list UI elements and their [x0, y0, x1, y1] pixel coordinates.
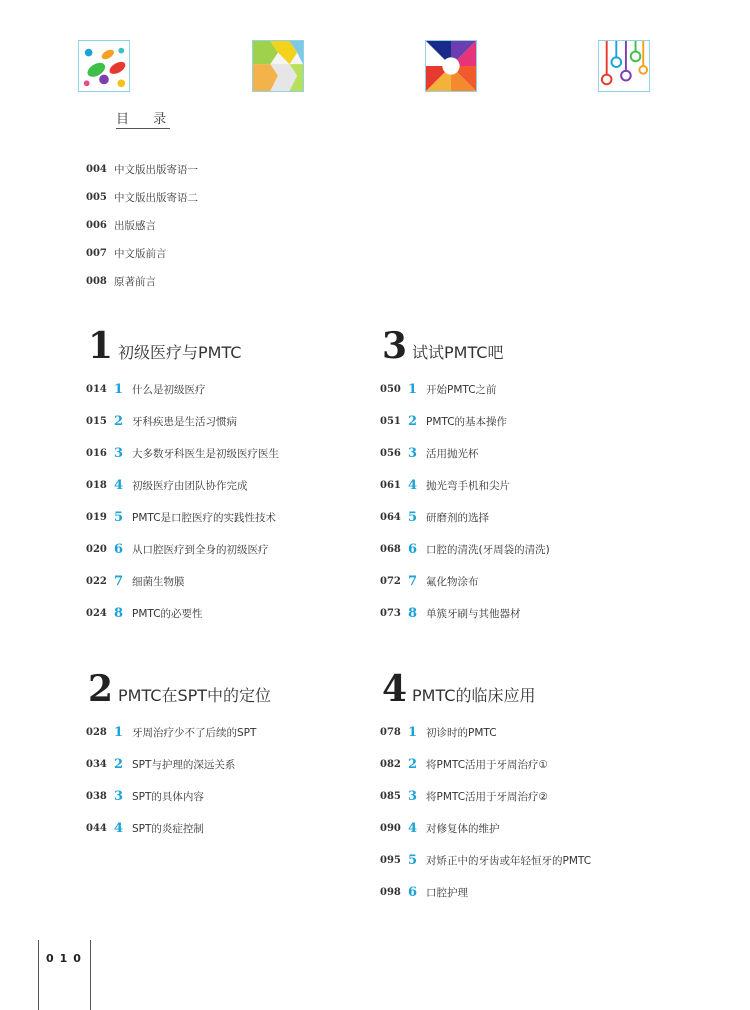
toc-entry[interactable]: [86, 187, 198, 207]
chapter-number: 2: [88, 668, 114, 710]
footer-divider-left: [38, 940, 39, 1010]
toc-entry[interactable]: [86, 571, 185, 591]
entry-label: 中文版前言: [114, 247, 167, 260]
entry-label: SPT与护理的深远关系: [132, 758, 236, 771]
toc-entry[interactable]: [86, 215, 156, 235]
page-ref: 008: [86, 275, 107, 287]
toc-entry[interactable]: [380, 603, 521, 623]
entry-label: 单簇牙刷与其他器材: [426, 607, 521, 620]
page-ref: 072: [380, 575, 401, 587]
item-number: 6: [114, 541, 124, 557]
entry-label: 口腔护理: [426, 886, 468, 899]
item-number: 5: [408, 852, 418, 868]
chapter-number: 3: [382, 325, 408, 367]
item-number: 4: [114, 820, 124, 836]
page-ref: 038: [86, 790, 107, 802]
item-number: 5: [408, 509, 418, 525]
entry-label: 牙科疾患是生活习惯病: [132, 415, 237, 428]
item-number: 2: [408, 756, 418, 772]
chapter-number: 1: [88, 325, 114, 367]
toc-entry[interactable]: [86, 786, 204, 806]
item-number: 2: [408, 413, 418, 429]
toc-entry[interactable]: [380, 882, 468, 902]
item-number: 7: [114, 573, 124, 589]
page-ref: 016: [86, 447, 107, 459]
item-number: 3: [114, 445, 124, 461]
page-ref: 028: [86, 726, 107, 738]
page-ref: 005: [86, 191, 107, 203]
entry-label: 活用抛光杯: [426, 447, 479, 460]
page-ref: 082: [380, 758, 401, 770]
item-number: 4: [114, 477, 124, 493]
item-number: 2: [114, 413, 124, 429]
chapter-title: 试试PMTC吧: [412, 343, 504, 362]
page-ref: 095: [380, 854, 401, 866]
entry-label: PMTC的基本操作: [426, 415, 508, 428]
entry-label: 研磨剂的选择: [426, 511, 489, 524]
entry-label: 对矫正中的牙齿或年轻恒牙的PMTC: [426, 854, 592, 867]
item-number: 8: [408, 605, 418, 621]
toc-entry[interactable]: [86, 475, 248, 495]
toc-entry[interactable]: [380, 571, 479, 591]
page-ref: 024: [86, 607, 107, 619]
entry-label: 出版感言: [114, 219, 156, 232]
toc-entry[interactable]: [86, 271, 156, 291]
page-ref: 019: [86, 511, 107, 523]
page-ref: 022: [86, 575, 107, 587]
toc-entry[interactable]: [86, 243, 167, 263]
toc-entry[interactable]: [86, 754, 235, 774]
entry-label: 初级医疗由团队协作完成: [132, 479, 248, 492]
thumbnail-rings: [598, 40, 650, 92]
entry-label: 氟化物涂布: [426, 575, 479, 588]
entry-label: 大多数牙科医生是初级医疗医生: [132, 447, 279, 460]
page-ref: 018: [86, 479, 107, 491]
entry-label: 口腔的清洗(牙周袋的清洗): [426, 543, 550, 556]
toc-entry[interactable]: [380, 411, 507, 431]
thumbnail-hexagons: [252, 40, 304, 92]
page-ref: 020: [86, 543, 107, 555]
page-ref: 090: [380, 822, 401, 834]
toc-entry[interactable]: [380, 507, 489, 527]
page-ref: 098: [380, 886, 401, 898]
toc-entry[interactable]: [380, 443, 479, 463]
item-number: 3: [408, 788, 418, 804]
toc-entry[interactable]: [380, 818, 500, 838]
toc-entry[interactable]: [380, 475, 510, 495]
page-ref: 006: [86, 219, 107, 231]
entry-label: PMTC的必要性: [132, 607, 203, 620]
footer-divider-right: [90, 940, 91, 1010]
toc-entry[interactable]: [86, 443, 279, 463]
chapter-title: 初级医疗与PMTC: [118, 343, 242, 362]
page-ref: 073: [380, 607, 401, 619]
page-ref: 014: [86, 383, 107, 395]
chapter-title: PMTC在SPT中的定位: [118, 686, 272, 705]
item-number: 5: [114, 509, 124, 525]
toc-entry[interactable]: [380, 539, 550, 559]
chapter-number: 4: [382, 668, 408, 710]
page-ref: 004: [86, 163, 107, 175]
item-number: 1: [114, 724, 124, 740]
entry-label: 中文版出版寄语二: [114, 191, 198, 204]
page-ref: 015: [86, 415, 107, 427]
toc-entry[interactable]: [86, 507, 276, 527]
entry-label: 对修复体的维护: [426, 822, 500, 835]
page-ref: 056: [380, 447, 401, 459]
thumbnail-spiral: [425, 40, 477, 92]
entry-label: SPT的具体内容: [132, 790, 204, 803]
item-number: 4: [408, 477, 418, 493]
item-number: 1: [408, 381, 418, 397]
page-number: 010: [46, 952, 87, 965]
chapter-heading[interactable]: [382, 325, 504, 367]
item-number: 2: [114, 756, 124, 772]
entry-label: 什么是初级医疗: [132, 383, 206, 396]
chapter-title: PMTC的临床应用: [412, 686, 536, 705]
entry-label: 中文版出版寄语一: [114, 163, 198, 176]
toc-entry[interactable]: [380, 786, 548, 806]
entry-label: 开始PMTC之前: [426, 383, 497, 396]
entry-label: 细菌生物膜: [132, 575, 185, 588]
toc-entry[interactable]: [86, 411, 237, 431]
item-number: 3: [408, 445, 418, 461]
toc-entry[interactable]: [86, 539, 269, 559]
item-number: 1: [114, 381, 124, 397]
page-ref: 034: [86, 758, 107, 770]
toc-entry[interactable]: [380, 722, 497, 742]
entry-label: 原著前言: [114, 275, 156, 288]
entry-label: PMTC是口腔医疗的实践性技术: [132, 511, 277, 524]
page-ref: 050: [380, 383, 401, 395]
entry-label: 将PMTC活用于牙周治疗①: [426, 758, 548, 771]
item-number: 4: [408, 820, 418, 836]
item-number: 6: [408, 541, 418, 557]
entry-label: 从口腔医疗到全身的初级医疗: [132, 543, 269, 556]
entry-label: 初诊时的PMTC: [426, 726, 497, 739]
thumbnail-bubbles: [78, 40, 130, 92]
page-ref: 007: [86, 247, 107, 259]
item-number: 8: [114, 605, 124, 621]
entry-label: 将PMTC活用于牙周治疗②: [426, 790, 548, 803]
item-number: 6: [408, 884, 418, 900]
toc-entry[interactable]: [380, 379, 497, 399]
entry-label: SPT的炎症控制: [132, 822, 204, 835]
toc-entry[interactable]: [86, 159, 198, 179]
chapter-heading[interactable]: [88, 668, 272, 710]
page-ref: 061: [380, 479, 401, 491]
page-ref: 051: [380, 415, 401, 427]
page-ref: 078: [380, 726, 401, 738]
page-ref: 068: [380, 543, 401, 555]
toc-entry[interactable]: [86, 722, 256, 742]
entry-label: 牙周治疗少不了后续的SPT: [132, 726, 257, 739]
toc-entry[interactable]: [380, 850, 591, 870]
page-ref: 064: [380, 511, 401, 523]
toc-title: 目 录: [116, 108, 176, 127]
item-number: 7: [408, 573, 418, 589]
toc-entry[interactable]: [86, 603, 203, 623]
toc-entry[interactable]: [380, 754, 548, 774]
chapter-heading[interactable]: [382, 668, 536, 710]
toc-entry[interactable]: [86, 379, 206, 399]
chapter-heading[interactable]: [88, 325, 242, 367]
item-number: 3: [114, 788, 124, 804]
toc-entry[interactable]: [86, 818, 204, 838]
page-ref: 085: [380, 790, 401, 802]
page-ref: 044: [86, 822, 107, 834]
entry-label: 抛光弯手机和尖片: [426, 479, 510, 492]
item-number: 1: [408, 724, 418, 740]
